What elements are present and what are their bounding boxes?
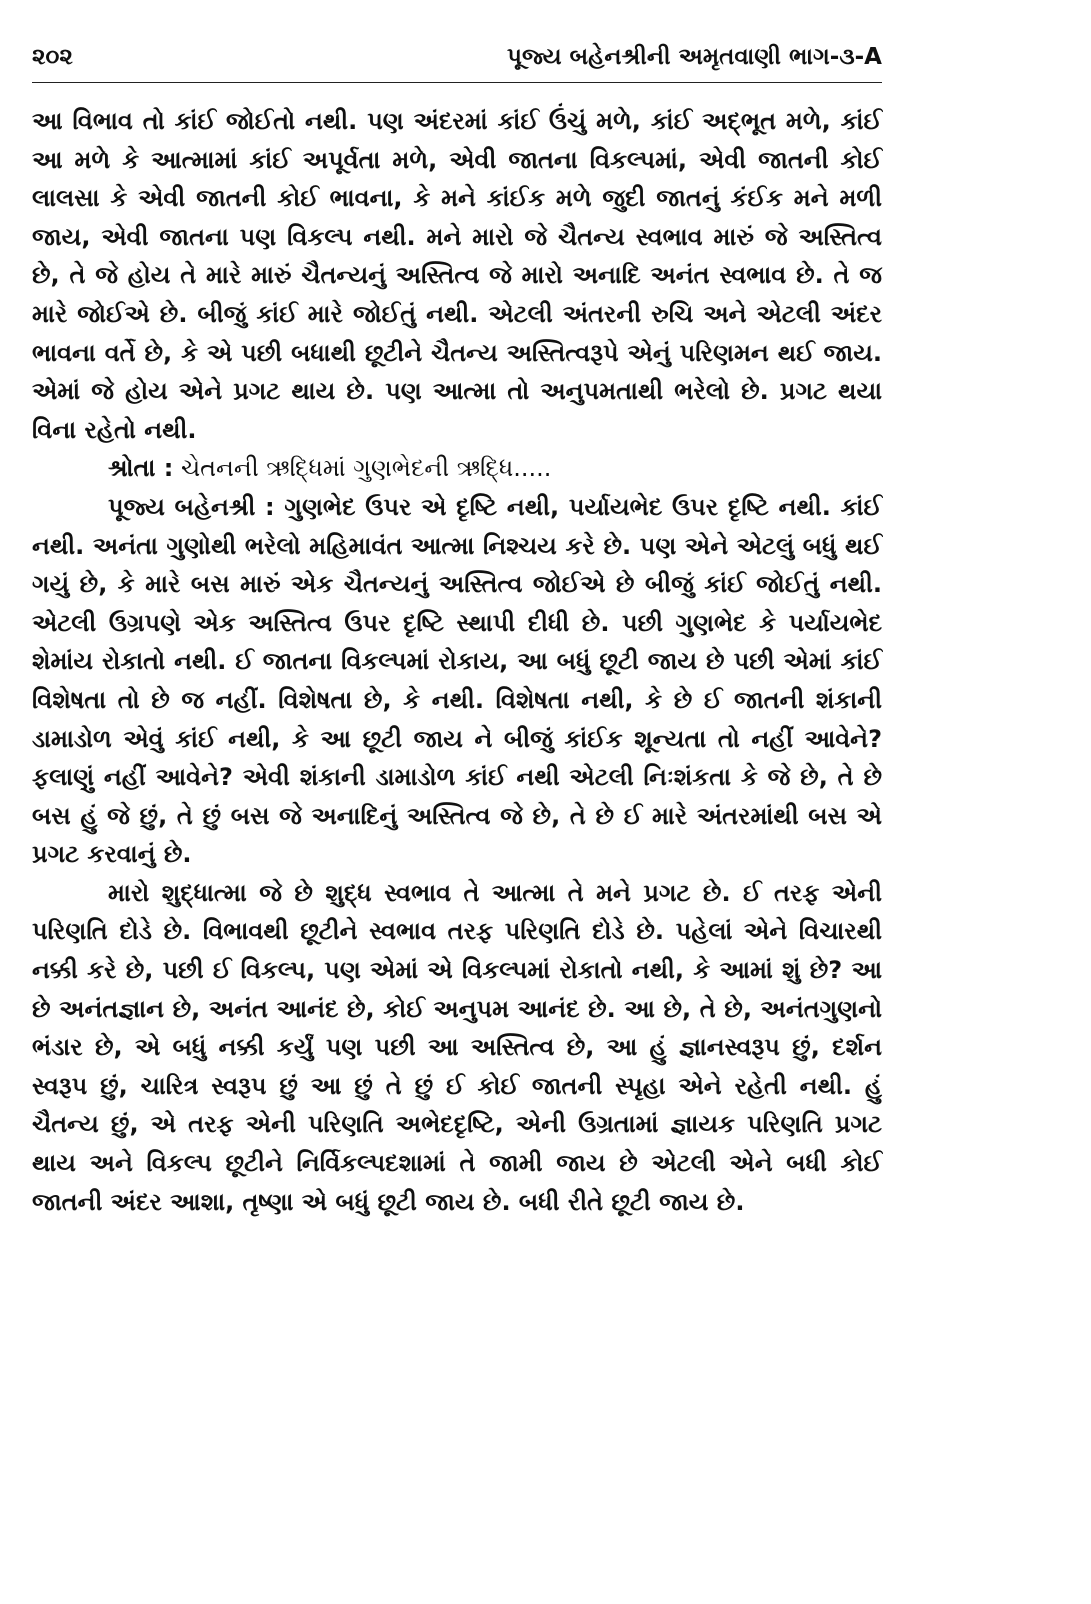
paragraph: આ વિભાવ તો કાંઈ જોઈતો નથી. પણ અંદરમાં કાંઈ ઉંચું મળે, કાંઈ અદ્ભૂત મળે, કાંઈ આ મળે કે આત્મામાં કાંઈ અપૂર્વતા મળે, એવી જાતના વિકલ્પમાં, એવી જાતની કોઈ લાલસા કે એવી જાતની કોઈ ભાવના, કે મને કાંઈક મળે જુદી જાતનું કંઈક મને મળી જાય, એવી જાતના પણ વિકલ્પ નથી. મને મારો જે ચૈતન્ય સ્વભાવ મારું જે અસ્તિત્વ છે, તે જે હોય તે મારે મારું ચૈતન્યનું અસ્તિત્વ જે મારો અનાદિ અનંત સ્વભાવ છે. તે જ મારે જોઈએ છે. બીજું કાંઈ મારે જોઈતું નથી. એટલી અંતરની રુચિ અને એટલી અંદર ભાવના વર્તે છે, કે એ પછી બધાથી છૂટીને ચૈતન્ય અસ્તિત્વરૂપે એનું પરિણમન થઈ જાય. એમાં જે હોય એને પ્રગટ થાય છે. પણ આત્મા તો અનુપમતાથી ભરેલો છે. પ્રગટ થયા વિના રહેતો નથી. (32, 107, 882, 444)
speaker-label: પૂજ્ય બહેનશ્રી : (108, 492, 275, 521)
page-number: ૨૦૨ (32, 44, 73, 70)
body-text (32, 102, 882, 1221)
dialogue-paragraph (32, 449, 882, 488)
speaker-label: શ્રોતા : (108, 454, 174, 483)
header-divider (32, 82, 882, 83)
speaker-text: ગુણભેદ ઉપર એ દૃષ્ટિ નથી, પર્યાયભેદ ઉપર દૃષ્ટિ નથી. કાંઈ નથી. અનંતા ગુણોથી ભરેલો મહિમાવંત આત્મા નિશ્ચય કરે છે. પણ એને એટલું બધું થઈ ગયું છે, કે મારે બસ મારું એક ચૈતન્યનું અસ્તિત્વ જોઈએ છે બીજું કાંઈ જોઈતું નથી. એટલી ઉગ્રપણે એક અસ્તિત્વ ઉપર દૃષ્ટિ સ્થાપી દીધી છે. પછી ગુણભેદ કે પર્યાયભેદ શેમાંય રોકાતો નથી. ઈ જાતના વિકલ્પમાં રોકાય, આ બધું છૂટી જાય છે પછી એમાં કાંઈ વિશેષતા તો છે જ નહીં. વિશેષતા છે, કે નથી. વિશેષતા નથી, કે છે ઈ જાતની શંકાની ડામાડોળ એવું કાંઈ નથી, કે આ છૂટી જાય ને બીજું કાંઈક શૂન્યતા તો નહીં આવેને? ફલાણું નહીં આવેને? એવી શંકાની ડામાડોળ કાંઈ નથી એટલી નિઃશંકતા કે જે છે, તે છે બસ હું જે છું, તે છું બસ જે અનાદિનું અસ્તિત્વ જે છે, તે છે ઈ મારે અંતરમાંથી બસ એ પ્રગટ કરવાનું છે. (32, 492, 882, 869)
page-header (32, 44, 882, 70)
running-title: પૂજ્ય બહેનશ્રીની અમૃતવાણી ભાગ-૩-A (507, 44, 882, 70)
speaker-text: ચેતનની ઋદ્ધિમાં ગુણભેદની ઋદ્ધિ..... (173, 454, 552, 483)
paragraph: મારો શુદ્ધાત્મા જે છે શુદ્ધ સ્વભાવ તે આત્મા તે મને પ્રગટ છે. ઈ તરફ એની પરિણતિ દોડે છે. વિભાવથી છૂટીને સ્વભાવ તરફ પરિણતિ દોડે છે. પહેલાં એને વિચારથી નક્કી કરે છે, પછી ઈ વિકલ્પ, પણ એમાં એ વિકલ્પમાં રોકાતો નથી, કે આમાં શું છે? આ છે અનંતજ્ઞાન છે, અનંત આનંદ છે, કોઈ અનુપમ આનંદ છે. આ છે, તે છે, અનંતગુણનો ભંડાર છે, એ બધું નક્કી કર્યું પણ પછી આ અસ્તિત્વ છે, આ હું જ્ઞાનસ્વરૂપ છું, દર્શન સ્વરૂપ છું, ચારિત્ર સ્વરૂપ છું આ છું તે છું ઈ કોઈ જાતની સ્પૃહા એને રહેતી નથી. હું ચૈતન્ય છું, એ તરફ એની પરિણતિ અભેદદૃષ્ટિ, એની ઉગ્રતામાં જ્ઞાયક પરિણતિ પ્રગટ થાય અને વિકલ્પ છૂટીને નિર્વિકલ્પદશામાં તે જામી જાય છે એટલી એને બધી કોઈ જાતની અંદર આશા, તૃષ્ણા એ બધું છૂટી જાય છે. બધી રીતે છૂટી જાય છે. (32, 878, 882, 1216)
dialogue-paragraph (32, 488, 882, 874)
